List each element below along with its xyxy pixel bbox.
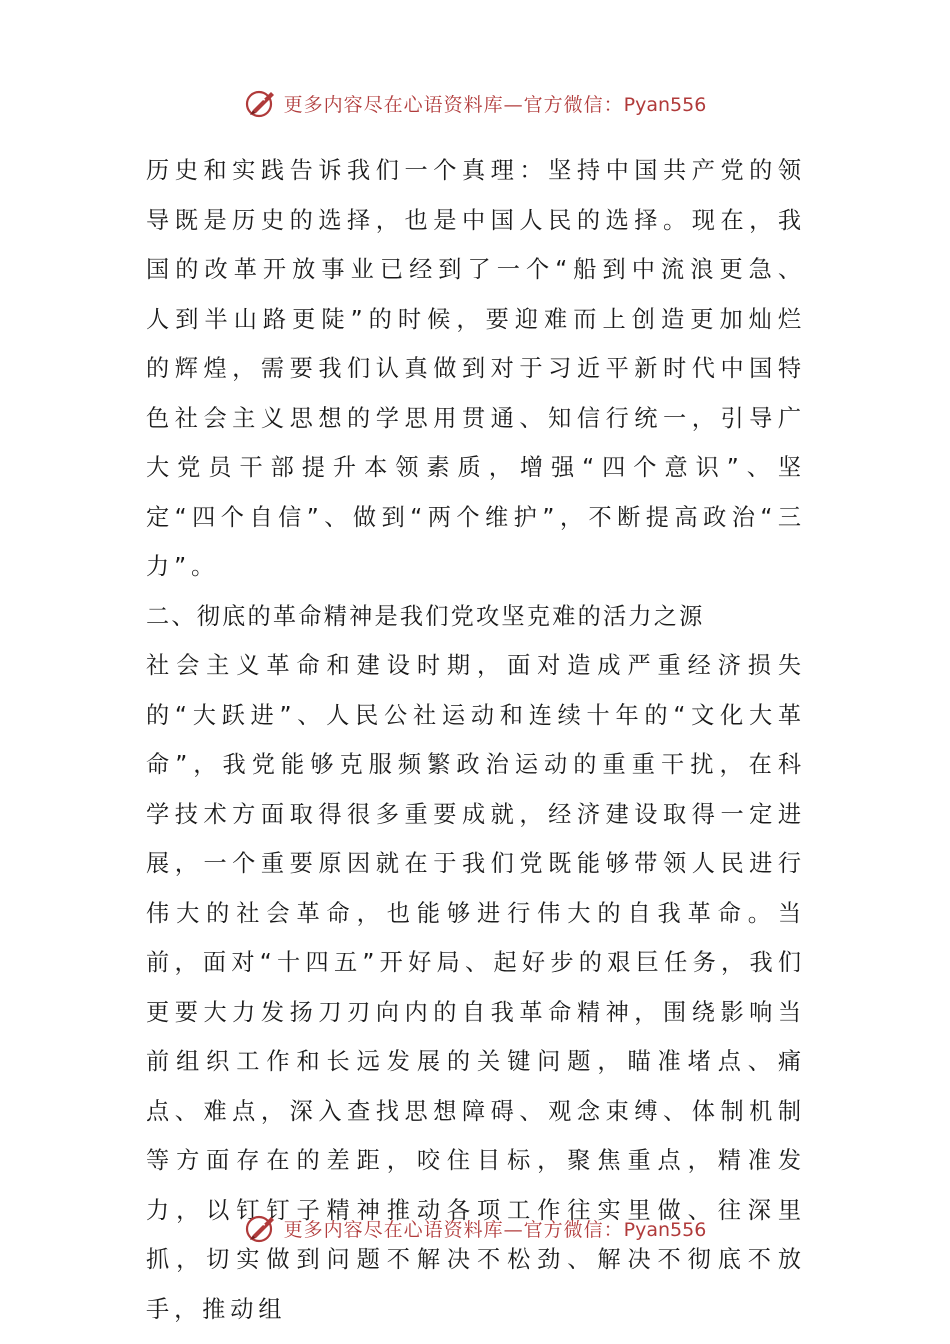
section-heading-2: 二、彻底的革命精神是我们党攻坚克难的活力之源 [146,602,705,630]
paragraph-1: 历史和实践告诉我们一个真理：坚持中国共产党的领导既是历史的选择，也是中国人民的选择。现在，我国的改革开放事业已经到了一个“船到中流浪更急、人到半山路更陡”的时候，要迎难而上创造更加灿烂的辉煌，需要我们认真做到对于习近平新时代中国特色社会主义思想的学思用贯通、知信行统一，引导广大党员干部提升本领素质，增强“四个意识”、坚定“四个自信”、做到“两个维护”，不断提高政治“三力”。 [146,157,806,580]
footer-banner-text [284,1215,707,1242]
header-banner [0,83,950,123]
footer-banner [0,1208,950,1248]
footer-wechat-id: Pyan556 [623,1218,707,1241]
header-banner-text [284,90,707,117]
header-wechat-id: Pyan556 [623,93,707,116]
pen-logo-icon [244,1211,278,1245]
header-banner-label: 更多内容尽在心语资料库—官方微信： [283,93,624,116]
footer-banner-label: 更多内容尽在心语资料库—官方微信： [283,1218,624,1241]
document-body [146,146,806,1334]
paragraph-2: 社会主义革命和建设时期，面对造成严重经济损失的“大跃进”、人民公社运动和连续十年的“文化大革命”，我党能够克服频繁政治运动的重重干扰，在科学技术方面取得很多重要成就，经济建设取得一定进展，一个重要原因就在于我们党既能够带领人民进行伟大的社会革命，也能够进行伟大的自我革命。当前，面对“十四五”开好局、起好步的艰巨任务，我们更要大力发扬刀刃向内的自我革命精神，围绕影响当前组织工作和长远发展的关键问题，瞄准堵点、痛点、难点，深入查找思想障碍、观念束缚、体制机制等方面存在的差距，咬住目标，聚焦重点，精准发力，以钉钉子精神推动各项工作往实里做、往深里抓，切实做到问题不解决不松劲、解决不彻底不放手，推动组 [146,652,806,1323]
pen-logo-icon [244,86,278,120]
